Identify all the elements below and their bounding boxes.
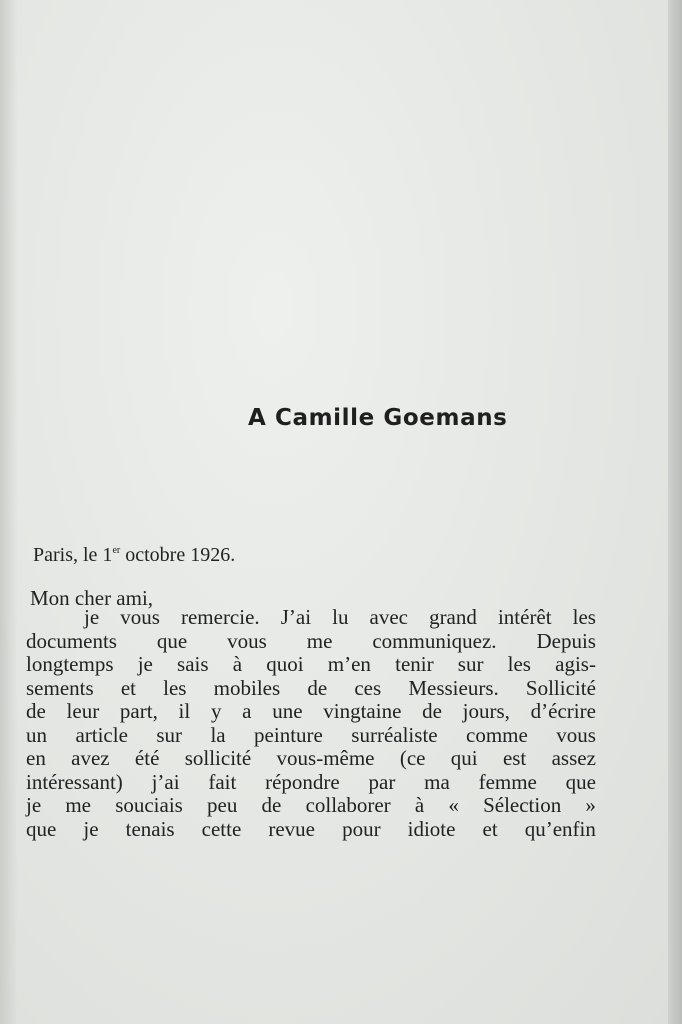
body-word: documents (26, 628, 117, 653)
body-word: je (137, 652, 153, 676)
body-word: et (120, 675, 136, 700)
body-word: m’en (327, 652, 371, 676)
body-word: la (210, 722, 226, 747)
body-word: est (502, 746, 527, 770)
body-line (26, 747, 596, 771)
body-word: avec (369, 605, 408, 629)
body-line (26, 794, 596, 818)
body-line (26, 653, 596, 677)
body-word: cette (201, 816, 242, 841)
body-word: intéressant) (26, 769, 123, 794)
body-line (26, 700, 596, 724)
body-line (26, 606, 596, 630)
body-word: femme (478, 769, 537, 794)
body-word: leur (66, 699, 100, 723)
dateline-superscript: er (112, 545, 121, 556)
body-word: tenir (395, 652, 434, 676)
body-word: vous-même (276, 746, 375, 770)
body-word: en (26, 746, 46, 770)
body-word: vous (556, 722, 596, 747)
body-word: sur (457, 652, 484, 676)
body-word: « (448, 793, 459, 817)
body-word: et (482, 816, 498, 841)
body-word: par (368, 769, 396, 794)
body-word: grand (429, 605, 477, 629)
body-word: a (242, 699, 252, 723)
body-word: pour (342, 816, 381, 841)
body-word: les (507, 652, 531, 676)
letter-dateline (33, 544, 235, 567)
body-word: ma (424, 769, 450, 794)
body-word: il (178, 699, 191, 723)
body-word: vingtaine (323, 699, 402, 723)
body-word: me (306, 628, 333, 653)
body-word: les (163, 675, 187, 700)
body-word: à (232, 652, 243, 676)
body-word: article (75, 722, 128, 747)
body-word: peu (207, 793, 238, 817)
body-word: de (422, 699, 442, 723)
body-word: qui (450, 746, 478, 770)
body-word: de (26, 699, 46, 723)
body-word: J’ai (280, 605, 312, 629)
body-word: fait (208, 769, 237, 794)
body-word: été (134, 746, 160, 770)
body-word: sais (177, 652, 209, 676)
body-word: avez (71, 746, 110, 770)
body-line (26, 677, 596, 701)
body-word: me (65, 793, 91, 817)
body-word: Sélection (483, 793, 562, 817)
body-word: que (565, 769, 596, 794)
body-word: quoi (266, 652, 304, 676)
body-word: de (307, 675, 328, 700)
body-word: vous (120, 605, 160, 629)
body-word: assez (551, 746, 596, 770)
body-word: surréaliste (351, 722, 438, 747)
body-word: longtemps (26, 652, 114, 676)
body-word: d’écrire (530, 699, 596, 723)
body-word: ces (354, 675, 382, 700)
body-word: » (585, 793, 596, 817)
body-word: de (261, 793, 282, 817)
body-word: vous (227, 628, 267, 653)
body-word: Depuis (536, 628, 596, 653)
letter-salutation: Mon cher ami, (30, 586, 154, 610)
letter-heading: A Camille Goemans (248, 405, 508, 431)
body-word: qu’enfin (524, 816, 596, 841)
body-word: sur (156, 722, 183, 747)
body-word: remercie. (180, 605, 260, 629)
body-word: peinture (254, 722, 323, 747)
body-word: que (156, 628, 188, 653)
body-word: intérêt (497, 605, 552, 629)
body-word: les (572, 605, 596, 629)
body-word: un (26, 722, 47, 747)
body-word: lu (332, 605, 349, 629)
body-word: à (414, 793, 425, 817)
body-word: sollicité (184, 746, 252, 770)
body-word: (ce (399, 746, 426, 770)
body-word: répondre (265, 769, 340, 794)
body-word: jours, (462, 699, 510, 723)
body-word: je (26, 793, 42, 817)
body-word: collaborer (305, 793, 391, 817)
body-word: y (210, 699, 222, 723)
body-line (26, 818, 596, 842)
body-word: Messieurs. (408, 675, 499, 700)
page-gutter-shadow (0, 0, 18, 1024)
page-edge (668, 0, 682, 1024)
body-word: Sollicité (525, 675, 596, 700)
body-word: mobiles (213, 675, 281, 700)
body-word: tenais (125, 816, 175, 841)
body-word: agis- (555, 652, 596, 676)
body-word: communiquez. (372, 628, 497, 653)
body-word: une (272, 699, 303, 723)
body-word: idiote (407, 816, 456, 841)
body-word: je (84, 605, 100, 629)
dateline-prefix: Paris, le 1 (33, 544, 113, 566)
body-word: sements (26, 675, 94, 700)
body-word: je (83, 816, 99, 841)
body-line (26, 771, 596, 795)
body-word: que (26, 816, 57, 841)
letter-body (26, 606, 596, 841)
dateline-suffix: octobre 1926. (120, 544, 236, 566)
body-word: j’ai (151, 769, 180, 794)
body-word: souciais (115, 793, 183, 817)
body-word: comme (466, 722, 528, 747)
body-line (26, 630, 596, 654)
body-word: part, (119, 699, 158, 723)
body-word: revue (268, 816, 315, 841)
body-line (26, 724, 596, 748)
